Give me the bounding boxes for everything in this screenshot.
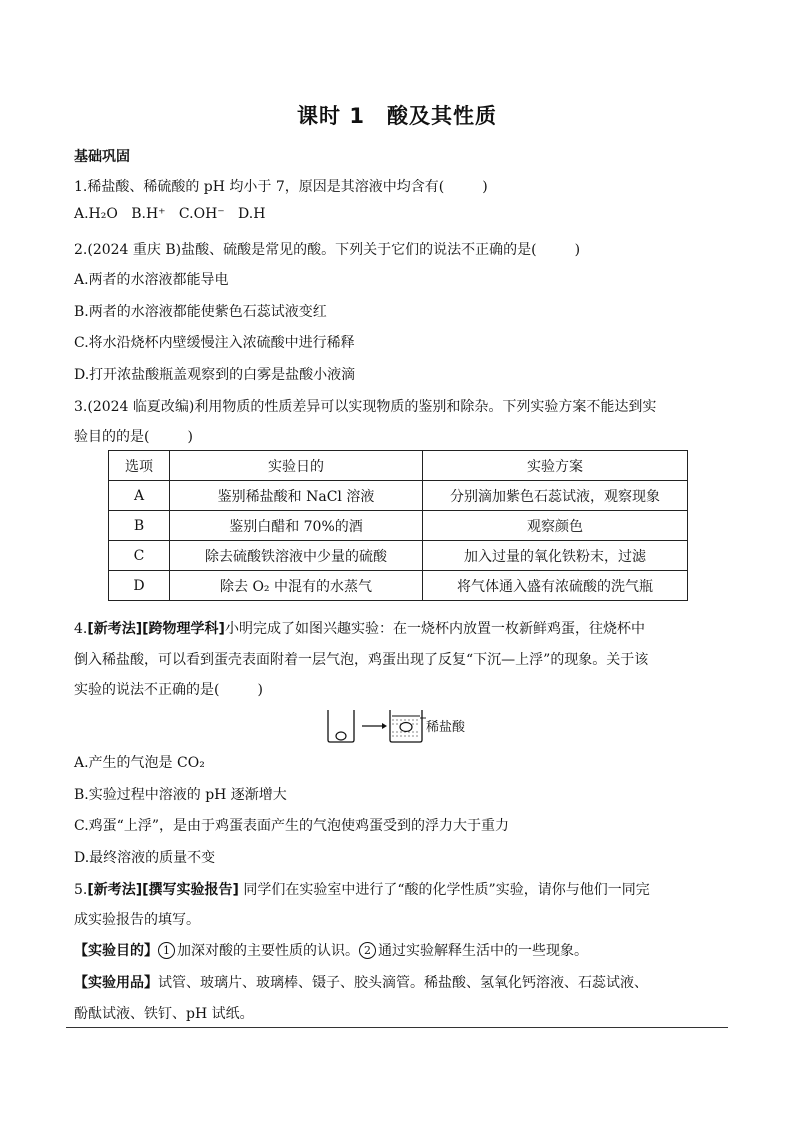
q2-option-b: B.两者的水溶液都能使紫色石蕊试液变红 (74, 304, 327, 320)
q2-option-c: C.将水沿烧杯内壁缓慢注入浓硫酸中进行稀释 (74, 335, 355, 351)
q1-option-d: D.H (238, 206, 266, 222)
row-d-plan: 将气体通入盛有浓硫酸的洗气瓶 (423, 571, 688, 601)
q4-stem-text1: 小明完成了如图兴趣实验：在一烧杯内放置一枚新鲜鸡蛋，往烧杯中 (224, 621, 645, 637)
row-c-option: C (109, 541, 170, 571)
circled-number-1: 1 (158, 942, 175, 959)
row-a-option: A (109, 481, 170, 511)
q1-stem (74, 176, 488, 196)
header-plan: 实验方案 (423, 451, 688, 481)
q5-tag-new-method: [新考法] (87, 882, 143, 898)
q3-paren-close: ) (187, 429, 193, 445)
q2-paren-close: ) (574, 242, 581, 258)
materials-text1: 试管、玻璃片、玻璃棒、镊子、胶头滴管。稀盐酸、氢氧化钙溶液、石蕊试液、 (158, 975, 648, 991)
q2-stem-text: 2.(2024 重庆 B)盐酸、硫酸是常见的酸。下列关于它们的说法不正确的是( (74, 242, 537, 258)
row-d-purpose: 除去 O₂ 中混有的水蒸气 (170, 571, 423, 601)
table-row (109, 481, 688, 511)
purpose-item-1: 加深对酸的主要性质的认识。 (177, 943, 359, 959)
q4-stem-line3 (74, 679, 263, 699)
q1-option-c: C.OH⁻ (178, 206, 225, 222)
row-b-option: B (109, 511, 170, 541)
row-c-purpose: 除去硫酸铁溶液中少量的硫酸 (170, 541, 423, 571)
q1-options (74, 206, 265, 222)
circled-number-2: 2 (359, 942, 376, 959)
q5-stem-line1: 5.[新考法][撰写实验报告] 同学们在实验室中进行了“酸的化学性质”实验，请你与他们一同完 (74, 882, 650, 898)
q5-tag-report: [撰写实验报告] (142, 882, 239, 898)
q4-tag-new-method: [新考法] (87, 621, 143, 637)
header-purpose: 实验日的 (170, 451, 423, 481)
row-a-purpose: 鉴别稀盐酸和 NaCl 溶液 (170, 481, 423, 511)
row-b-purpose: 鉴别白醋和 70%的酒 (170, 511, 423, 541)
q5-materials-line1 (74, 972, 648, 992)
q2-stem (74, 239, 580, 259)
q2-option-d: D.打开浓盐酸瓶盖观察到的白雾是盐酸小液滴 (74, 367, 356, 383)
figure-label: 稀盐酸 (426, 720, 466, 735)
table-row (109, 511, 688, 541)
q1-option-a: A.H₂O (74, 206, 118, 222)
header-option: 选项 (109, 451, 170, 481)
q4-tag-physics: [跨物理学科] (142, 621, 225, 637)
q4-stem-line2: 倒入稀盐酸，可以看到蛋壳表面附着一层气泡，鸡蛋出现了反复“下沉—上浮”的现象。关于该 (74, 652, 649, 668)
row-a-plan: 分别滴加紫色石蕊试液，观察现象 (423, 481, 688, 511)
q4-option-c: C.鸡蛋“上浮”，是由于鸡蛋表面产生的气泡使鸡蛋受到的浮力大于重力 (74, 818, 509, 834)
table-header-row (109, 451, 688, 481)
page-title (0, 100, 794, 130)
row-c-plan: 加入过量的氧化铁粉末，过滤 (423, 541, 688, 571)
q1-paren-close: ) (482, 179, 488, 195)
q4-option-d: D.最终溶液的质量不变 (74, 850, 216, 866)
q4-option-b: B.实验过程中溶液的 pH 逐渐增大 (74, 787, 287, 803)
section-heading: 基础巩固 (74, 149, 130, 165)
q5-purpose (74, 940, 588, 960)
title-topic: 酸及其性质 (386, 104, 497, 128)
q4-paren-close: ) (257, 682, 263, 698)
materials-label: 【实验用品】 (74, 975, 158, 991)
q5-stem-line2: 成实验报告的填写。 (74, 912, 200, 928)
q4-stem-line1: 4.[新考法][跨物理学科]小明完成了如图兴趣实验：在一烧杯内放置一枚新鲜鸡蛋，往烧杯中 (74, 621, 645, 637)
q1-stem-text: 1.稀盐酸、稀硫酸的 pH 均小于 7，原因是其溶液中均含有( (74, 179, 445, 195)
row-b-plan: 观察颜色 (423, 511, 688, 541)
q5-stem-text1: 同学们在实验室中进行了“酸的化学性质”实验，请你与他们一同完 (238, 882, 650, 898)
beaker-egg-figure (326, 706, 476, 744)
q4-stem-text3: 实验的说法不正确的是( (74, 682, 220, 698)
purpose-label: 【实验目的】 (74, 943, 158, 959)
q2-option-a: A.两者的水溶液都能导电 (74, 272, 229, 288)
title-lesson: 课时 1 (297, 104, 365, 128)
q4-option-a: A.产生的气泡是 CO₂ (74, 755, 205, 771)
bottom-divider (66, 1027, 728, 1028)
table-row (109, 541, 688, 571)
table-row (109, 571, 688, 601)
q5-materials-line2: 酚酞试液、铁钉、pH 试纸。 (74, 1006, 254, 1022)
experiment-table (108, 450, 688, 601)
q3-stem-line2 (74, 426, 193, 446)
q3-stem-line1: 3.(2024 临夏改编)利用物质的性质差异可以实现物质的鉴别和除杂。下列实验方案不能达到实 (74, 399, 657, 415)
row-d-option: D (109, 571, 170, 601)
purpose-item-2: 通过实验解释生活中的一些现象。 (378, 943, 588, 959)
q1-option-b: B.H⁺ (131, 206, 166, 222)
q3-stem-text: 验目的的是( (74, 429, 150, 445)
